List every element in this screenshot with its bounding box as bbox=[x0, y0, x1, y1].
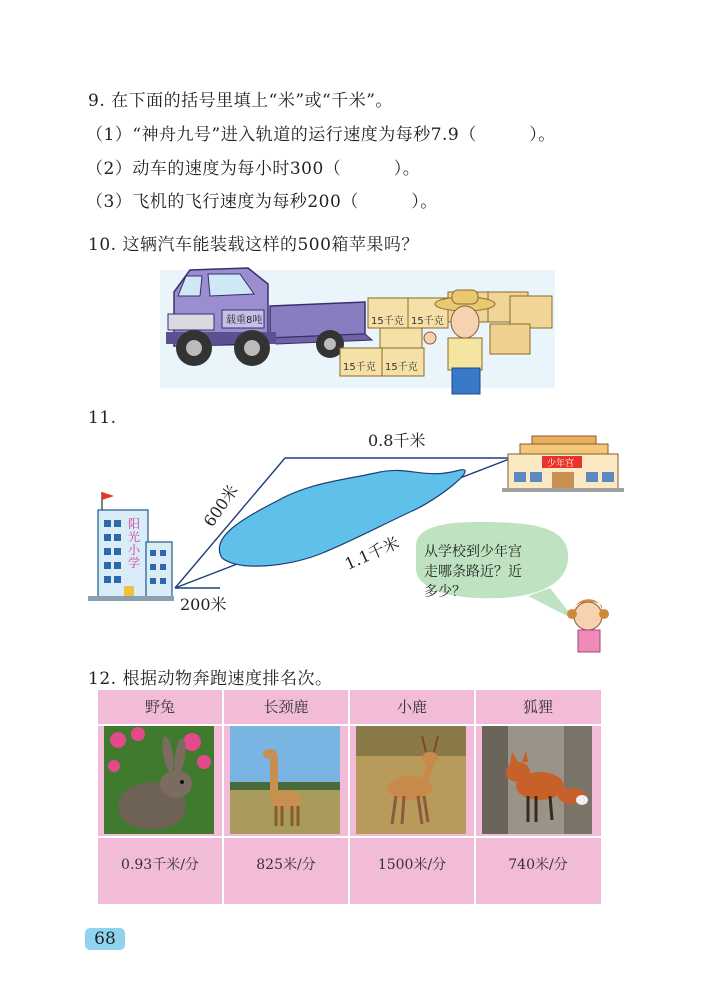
animal-speed: 825米/分 bbox=[256, 857, 316, 873]
route-diagram bbox=[80, 430, 640, 660]
q11-number: 11. bbox=[88, 408, 117, 428]
speech-bubble bbox=[416, 522, 575, 620]
school-char-1: 阳 bbox=[128, 517, 141, 531]
box-label-2: 15千克 bbox=[411, 316, 444, 327]
school-char-3: 小 bbox=[128, 543, 141, 557]
speech-line-1: 从学校到少年宫 bbox=[424, 544, 522, 560]
rabbit-photo bbox=[104, 726, 214, 834]
girl-figure bbox=[567, 599, 609, 652]
q9-item-2: （2）动车的速度为每小时300（ ）。 bbox=[86, 159, 421, 179]
youth-palace-building bbox=[502, 436, 624, 492]
page-number: 68 bbox=[85, 928, 125, 950]
truck-and-boxes-illustration bbox=[160, 262, 555, 397]
label-0-8km: 0.8千米 bbox=[368, 431, 426, 450]
animal-speed-table bbox=[98, 690, 601, 904]
label-200m: 200米 bbox=[180, 595, 227, 614]
giraffe-photo bbox=[230, 726, 340, 834]
q12-title: 12. 根据动物奔跑速度排名次。 bbox=[88, 669, 333, 689]
animal-speed: 0.93千米/分 bbox=[121, 857, 199, 873]
animal-column bbox=[350, 690, 474, 904]
box-label-1: 15千克 bbox=[371, 316, 404, 327]
palace-sign: 少年宫 bbox=[547, 459, 575, 469]
animal-column bbox=[98, 690, 222, 904]
speech-line-2: 走哪条路近？近 bbox=[424, 564, 522, 580]
speech-line-3: 多少？ bbox=[424, 584, 466, 600]
animal-column bbox=[476, 690, 600, 904]
box-label-3: 15千克 bbox=[343, 362, 376, 373]
school-char-4: 学 bbox=[128, 556, 141, 570]
animal-speed: 1500米/分 bbox=[377, 857, 447, 873]
animal-speed: 740米/分 bbox=[508, 857, 568, 873]
fox-photo bbox=[482, 726, 592, 834]
q9-item-1: （1）“神舟九号”进入轨道的运行速度为每秒7.9（ ）。 bbox=[86, 125, 556, 145]
school-char-2: 光 bbox=[128, 530, 141, 544]
q10-title: 10. 这辆汽车能装载这样的500箱苹果吗？ bbox=[88, 235, 419, 255]
deer-photo bbox=[356, 726, 466, 834]
q9-title: 9. 在下面的括号里填上“米”或“千米”。 bbox=[88, 91, 393, 111]
school-building bbox=[88, 492, 174, 601]
label-1-1km: 1.1千米 bbox=[341, 532, 403, 574]
animal-name: 狐狸 bbox=[522, 698, 553, 716]
animal-column bbox=[224, 690, 348, 904]
animal-name: 小鹿 bbox=[396, 698, 427, 716]
box-label-4: 15千克 bbox=[385, 362, 418, 373]
label-600m: 600米 bbox=[199, 481, 242, 531]
q9-item-3: （3）飞机的飞行速度为每秒200（ ）。 bbox=[86, 192, 438, 212]
truck-load-label: 载重8吨 bbox=[226, 315, 263, 326]
animal-name: 长颈鹿 bbox=[263, 698, 309, 716]
animal-name: 野兔 bbox=[144, 698, 175, 716]
